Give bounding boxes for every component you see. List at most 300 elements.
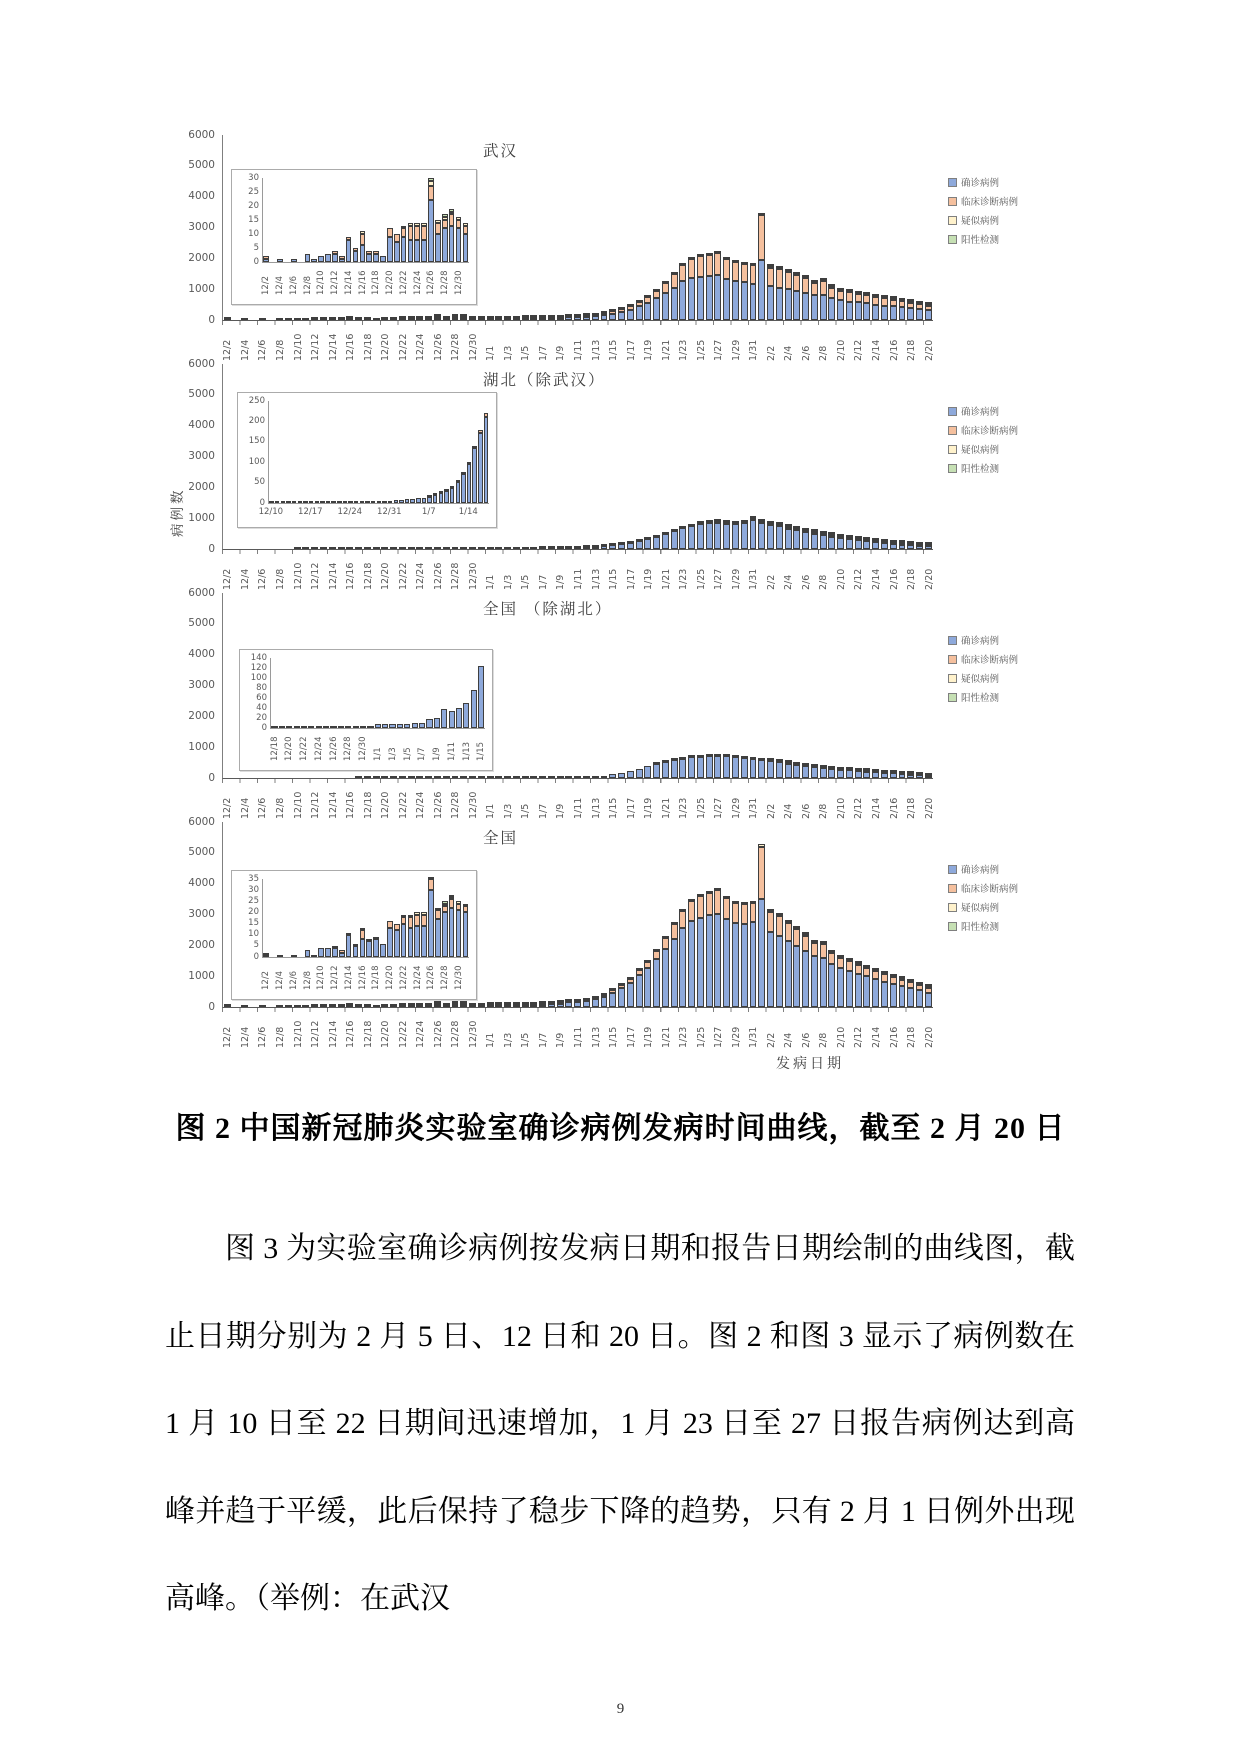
x-tick-label: 1/29 [730,568,742,590]
inset-x-tick: 12/12 [330,965,341,990]
y-tick-label: 5000 [188,388,215,401]
bar-segment [644,537,651,539]
inset-bar-segment [294,726,300,728]
x-tick-label: 1/5 [520,574,532,590]
x-tick-label: 12/18 [362,1020,374,1048]
legend-label: 疑似病例 [961,216,1000,227]
bar-segment [592,547,599,549]
x-tick-label: 1/7 [537,803,549,819]
bar-segment [583,317,590,320]
bar-segment [706,523,713,549]
bar-segment [793,765,800,778]
inset-bar-segment [360,939,366,957]
bar-segment [723,279,730,320]
bar-segment [855,302,862,320]
bar-segment [837,958,844,968]
bar-segment [890,306,897,320]
bar-segment [583,545,590,547]
bar-segment [697,757,704,778]
bar-segment [601,997,608,1007]
bar-segment [259,318,266,320]
inset-bar-segment [433,495,437,503]
inset-x-tick: 12/24 [412,270,423,295]
inset-bar-segment [303,501,307,503]
inset-x-tick: 12/28 [343,736,354,761]
bar-segment [916,546,923,549]
bar-segment [653,298,660,320]
y-axis [176,357,222,555]
inset-bar-segment [365,501,369,503]
bar-segment [697,524,704,549]
inset-x-tick: 12/18 [269,736,280,761]
inset-x-tick: 12/4 [275,970,286,990]
inset-plot-area: 0 5 10 15 20 25 30 [262,178,469,263]
x-tick-label: 1/1 [485,1032,497,1048]
inset-bar-segment [416,498,420,503]
inset-bar-segment [380,944,386,957]
legend-swatch [948,426,957,435]
bar-segment [846,289,853,291]
x-tick-label: 2/12 [853,1026,865,1048]
x-tick-label: 12/20 [380,562,392,590]
bar-segment [522,547,529,549]
bar-segment [478,316,485,318]
bar-segment [881,295,888,297]
inset-bar-segment [401,924,407,957]
inset-bar-segment [419,723,425,729]
inset-bar-segment [426,719,432,728]
bar-segment [636,302,643,307]
inset-bar-segment [353,946,359,957]
inset-bar-segment [291,259,297,262]
bar-segment [907,299,914,301]
inset-bar-segment [360,726,366,728]
bar-segment [767,932,774,1007]
inset-x-tick: 12/28 [439,965,450,990]
inset-x-tick: 12/8 [302,275,313,295]
bar-segment [627,977,634,979]
x-tick-label: 12/6 [257,1026,269,1048]
inset-bar-segment [387,921,393,928]
inset-bar-segment [332,254,338,262]
bar-segment [399,316,406,318]
bar-segment [916,775,923,778]
y-tick-label: 3000 [188,450,215,462]
bar-segment [644,297,651,303]
bar-segment [241,318,248,320]
x-tick-label: 1/27 [713,1026,725,1048]
bar-segment [530,776,537,778]
inset-x-tick: 1/9 [432,747,443,761]
bar-segment [548,318,555,320]
x-tick-label: 2/18 [906,339,918,361]
bar-segment [469,547,476,549]
y-tick-label: 3000 [188,679,215,691]
inset-x-tick: 12/17 [298,507,323,517]
bar-segment [311,317,318,319]
inset-bar-segment [449,214,455,225]
inset-bar-segment [401,915,407,917]
x-tick-label: 1/15 [608,568,620,590]
bar-segment [224,317,231,319]
inset-bar-segment [456,910,462,957]
bar-segment [618,985,625,988]
x-tick-label: 1/29 [730,1026,742,1048]
bar-segment [574,776,581,778]
inset-bar-segment [435,223,441,234]
bar-segment [855,961,862,963]
bar-segment [837,300,844,320]
inset-bar-segment [467,462,471,464]
bar-segment [522,1005,529,1007]
inset-bar-segment [277,259,283,262]
inset-bar-segment [449,908,455,957]
bar-segment [750,901,757,903]
legend-label: 临床诊断病例 [961,655,1019,666]
bar-segment [750,757,757,759]
inset-bar-segment [442,228,448,262]
inset-x-tick: 12/22 [398,270,409,295]
legend-item [948,881,1072,895]
bar-segment [811,943,818,956]
inset-bar-segment [410,499,414,503]
bar-segment [697,896,704,918]
bar-segment [592,545,599,547]
bar-segment [548,1004,555,1007]
body-paragraph: 图 3 为实验室确诊病例按发病日期和报告日期绘制的曲线图，截止日期分别为 2 月 5 日、12 日和 20 日。图 2 和图 3 显示了病例数在 1 月 10 日至 22 日期间迅速增加，1 月 23 日至 27 日报告病例达到高峰并趋于平缓，此后保持了稳步下降的趋势，只有 2 月 1 日例外出现高峰。（举例：在武汉 [165,1232,1075,1616]
x-tick-label: 12/4 [239,568,251,590]
bar-segment [741,264,748,283]
bar-segment [583,313,590,315]
bar-segment [758,760,765,778]
bar-segment [706,754,713,756]
x-tick-label: 2/14 [871,797,883,819]
bar-segment [565,546,572,548]
x-tick-label: 2/6 [800,1032,812,1048]
x-tick-label: 12/30 [467,1020,479,1048]
legend-swatch [948,235,957,244]
bar-segment [346,547,353,549]
x-tick-label: 2/16 [888,339,900,361]
bar-segment [390,1004,397,1006]
bar-segment [785,764,792,778]
bar-segment [863,772,870,778]
bar-segment [601,315,608,320]
inset-bar-segment [320,501,324,503]
bar-segment [776,916,783,936]
bar-segment [723,520,730,522]
y-tick-label: 6000 [188,586,215,599]
bar-segment [688,921,695,1007]
x-tick-label: 2/16 [888,1026,900,1048]
bar-segment [434,314,441,316]
bar-segment [601,546,608,549]
inset-bar-segment [375,724,381,729]
bar-segment [679,263,686,265]
y-tick-label: 5000 [188,846,215,859]
legend-swatch [948,674,957,683]
inset-bar-segment [442,901,448,903]
bar-segment [802,528,809,530]
inset-bar-segment [339,950,345,952]
inset-x-tick: 1/13 [461,741,472,761]
bar-segment [276,1005,283,1007]
bar-segment [837,767,844,769]
bar-segment [793,272,800,274]
bar-segment [425,776,432,778]
bar-segment [846,770,853,778]
legend-item [948,232,1072,246]
inset-bar-segment [394,242,400,262]
x-tick-label: 12/8 [274,568,286,590]
inset-bar-segment [428,181,434,187]
x-tick-label: 12/24 [415,791,427,819]
bar-segment [846,535,853,537]
bar-segment [907,545,914,549]
x-tick-label: 2/10 [835,797,847,819]
inset-bar-segment [463,912,469,957]
bar-segment [863,303,870,320]
bar-segment [855,768,862,770]
bar-segment [863,541,870,549]
bar-segment [899,301,906,307]
x-tick-label: 2/2 [765,345,777,361]
bar-segment [714,519,721,521]
inset-x-tick: 12/30 [453,270,464,295]
x-tick-label: 12/8 [274,339,286,361]
bar-segment [863,965,870,967]
legend-item [948,919,1072,933]
bar-segment [863,976,870,1007]
inset-bar-segment [422,498,426,503]
inset-bar-segment [387,928,393,957]
bar-segment [618,983,625,985]
page-number: 9 [616,1701,625,1717]
legend-item [948,690,1072,704]
inset-bar-segment [456,217,462,220]
bar-segment [513,316,520,318]
bar-segment [469,316,476,318]
x-tick-label: 12/14 [327,791,339,819]
bar-segment [688,755,695,757]
bar-segment [688,278,695,320]
inset-bar-segment [332,946,338,948]
y-tick-label: 0 [208,542,215,555]
bar-segment [741,523,748,549]
inset-bar-segment [461,472,465,474]
bar-segment [828,766,835,768]
bar-segment [723,919,730,1007]
bar-segment [548,315,555,317]
legend-item [948,175,1072,189]
legend-item [948,633,1072,647]
bar-segment [732,262,739,281]
bar-segment [346,1003,353,1005]
bar-segment [723,754,730,756]
bar-segment [653,762,660,764]
bar-segment [855,974,862,1007]
bar-segment [837,955,844,957]
inset-bar-segment [414,926,420,957]
bar-segment [750,520,757,549]
x-tick-label: 12/2 [222,339,234,361]
inset-bar-segment [348,501,352,503]
inset-bar-segment [414,912,420,914]
inset-x-tick: 12/20 [284,736,295,761]
legend-label: 确诊病例 [961,407,1000,418]
inset-x-tick: 12/24 [313,736,324,761]
bar-segment [855,540,862,549]
bar-segment [373,318,380,320]
inset-x-axis-labels [262,958,468,994]
inset-bar-segment [331,501,335,503]
bar-segment [565,314,572,316]
inset-bar-segment [439,491,443,493]
inset-bar-segment [286,726,292,728]
bar-segment [758,519,765,521]
x-tick-label: 2/18 [906,797,918,819]
y-tick-label: 5000 [188,159,215,172]
bar-segment [907,979,914,981]
bar-segment [750,263,757,265]
inset-bar-segment [346,933,352,935]
y-tick-label: 1000 [188,969,215,982]
bar-segment [504,547,511,549]
inset-x-tick: 12/16 [357,270,368,295]
x-tick-label: 12/16 [345,333,357,361]
y-axis-title: 病例数 [170,487,186,537]
legend-swatch [948,445,957,454]
x-tick-label: 1/3 [502,574,514,590]
inset-bar-segment [456,708,462,728]
inset-bar-segment [305,254,311,262]
bar-segment [925,546,932,549]
inset-bar-segment [450,488,454,504]
inset-bar-segment [286,501,290,503]
bar-segment [443,776,450,778]
bar-segment [548,776,555,778]
bar-segment [513,1005,520,1007]
y-tick-label: 1000 [188,511,215,524]
x-tick-label: 12/26 [432,791,444,819]
inset-bar-segment [428,879,434,890]
legend-swatch [948,197,957,206]
bar-segment [416,316,423,318]
bar-segment [662,532,669,534]
bar-segment [820,944,827,958]
inset-x-tick: 12/4 [275,275,286,295]
bar-segment [636,975,643,1007]
bar-segment [574,546,581,548]
bar-segment [793,926,800,928]
inset-bar-segment [377,501,381,503]
bar-segment [522,776,529,778]
bar-segment [828,284,835,286]
bar-segment [828,953,835,965]
inset-bar-segment [279,726,285,728]
bar-segment [697,256,704,277]
bar-segment [837,968,844,1007]
x-tick-label: 12/4 [239,797,251,819]
x-tick-label: 2/16 [888,797,900,819]
bar-segment [259,1005,266,1007]
inset-bar-segment [450,486,454,488]
bar-segment [460,776,467,778]
y-tick-label: 1000 [188,740,215,753]
bar-segment [697,254,704,256]
bar-segment [636,541,643,549]
bar-segment [609,309,616,311]
x-tick-label: 12/20 [380,791,392,819]
x-axis-labels [222,325,935,365]
bar-segment [460,1001,467,1003]
x-tick-label: 12/6 [257,797,269,819]
x-tick-label: 12/2 [222,797,234,819]
bar-segment [399,776,406,778]
bar-segment [793,530,800,549]
x-tick-label: 12/6 [257,568,269,590]
legend-label: 阳性检测 [961,922,1000,933]
bar-segment [872,971,879,979]
inset-plot-area: 0 5 10 15 20 25 30 35 [262,879,469,958]
bar-segment [802,932,809,934]
chart-2 [176,357,1176,593]
inset-bar-segment [435,234,441,262]
legend-swatch [948,693,957,702]
x-tick-label: 12/22 [397,562,409,590]
inset-x-axis-labels [269,729,487,765]
bar-segment [863,292,870,294]
bar-segment [688,901,695,922]
x-tick-label: 1/13 [590,568,602,590]
bar-segment [820,278,827,280]
bar-segment [697,521,704,523]
bar-segment [881,543,888,549]
inset-bar-segment [394,234,400,242]
inset-bar-segment [360,930,366,939]
bar-segment [565,776,572,778]
x-tick-label: 12/22 [397,791,409,819]
inset-bar-segment [353,251,359,262]
y-axis [176,815,222,1013]
inset-bar-segment [463,906,469,913]
x-axis-title: 发病日期 [776,1056,844,1072]
x-tick-label: 2/6 [800,345,812,361]
bar-segment [478,547,485,549]
inset-bar-segment [305,950,311,957]
x-tick-label: 12/24 [415,562,427,590]
chart-title: 湖北（除武汉） [483,371,606,389]
bar-segment [750,516,757,518]
charts-container [176,128,1176,1051]
bar-segment [741,924,748,1007]
bar-segment [723,896,730,898]
bar-segment [504,776,511,778]
y-tick-label: 0 [208,313,215,326]
x-tick-label: 12/6 [257,339,269,361]
bar-segment [627,983,634,1007]
inset-bar-segment [316,726,322,728]
inset-bar-segment [421,226,427,240]
bar-segment [925,773,932,775]
bar-segment [785,920,792,922]
bar-segment [679,928,686,1007]
legend-item [948,194,1072,208]
y-tick-label: 2000 [188,251,215,264]
inset-bar-segment [456,482,460,503]
inset-x-tick: 12/26 [426,965,437,990]
inset-x-tick: 1/5 [402,747,413,761]
